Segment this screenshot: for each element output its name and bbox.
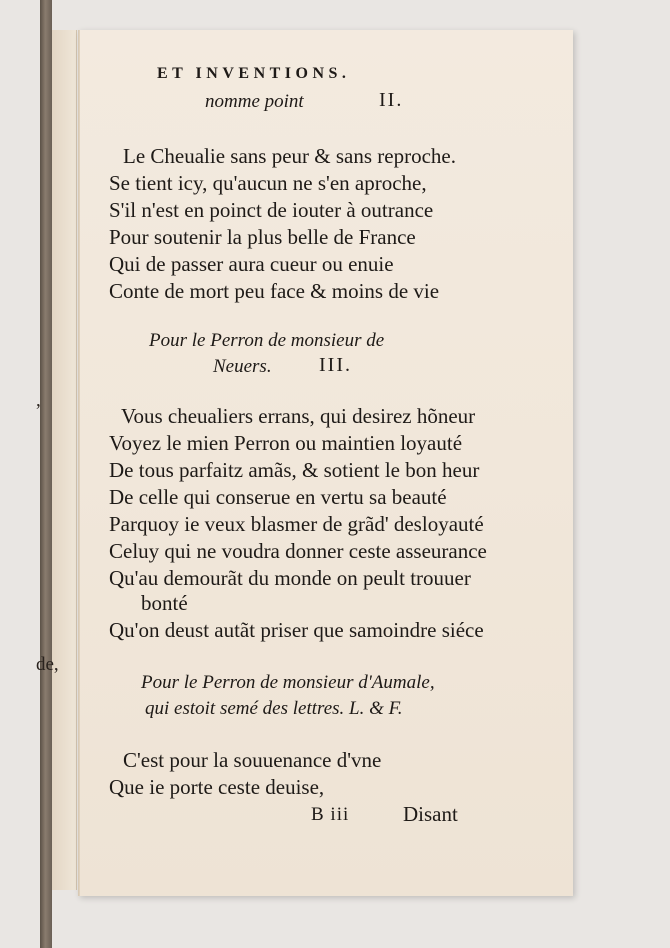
verse-line: Qui de passer aura cueur ou enuie xyxy=(109,252,394,276)
section-number: II. xyxy=(379,89,404,111)
verse-line: Que ie porte ceste deuise, xyxy=(109,775,325,799)
section-number: III. xyxy=(319,354,352,376)
verse-line: Se tient icy, qu'aucun ne s'en aproche, xyxy=(109,171,427,195)
section-title: Pour le Perron de monsieur d'Aumale, xyxy=(141,672,435,693)
section-title: Neuers. xyxy=(213,356,272,377)
left-page-fragment: , xyxy=(36,390,41,411)
subheader-text: nomme point xyxy=(205,91,304,112)
section-title: Pour le Perron de monsieur de xyxy=(149,330,385,351)
book-spine xyxy=(40,0,52,948)
catchword: Disant xyxy=(403,802,458,826)
signature-mark: B iii xyxy=(311,804,350,825)
verse-line: S'il n'est en poinct de iouter à outrance xyxy=(109,198,434,222)
left-page-fragment: de, xyxy=(36,654,59,675)
verse-line: Qu'au demourãt du monde on peult trouuer xyxy=(109,566,471,590)
running-header: ET INVENTIONS. xyxy=(157,65,351,82)
verse-line: Qu'on deust autãt priser que samoindre siéce xyxy=(109,618,484,642)
verse-line: Parquoy ie veux blasmer de grãd' desloyauté xyxy=(109,512,484,536)
section-title: qui estoit semé des lettres. L. & F. xyxy=(145,698,403,719)
verse-line: De celle qui conserue en vertu sa beauté xyxy=(109,485,447,509)
verse-line: De tous parfaitz amãs, & sotient le bon heur xyxy=(109,458,480,482)
verse-line: Celuy qui ne voudra donner ceste asseurance xyxy=(109,539,487,563)
verse-line: Vous cheualiers errans, qui desirez hõneur xyxy=(121,404,476,428)
verse-line: Pour soutenir la plus belle de France xyxy=(109,225,416,249)
verse-line: Voyez le mien Perron ou maintien loyauté xyxy=(109,431,463,455)
book-page xyxy=(78,30,573,896)
verse-line: Le Cheualie sans peur & sans reproche. xyxy=(123,144,456,168)
verse-line: C'est pour la souuenance d'vne xyxy=(123,748,382,772)
left-page-edge xyxy=(52,30,77,890)
verse-line: bonté xyxy=(141,591,188,615)
verse-line: Conte de mort peu face & moins de vie xyxy=(109,279,440,303)
